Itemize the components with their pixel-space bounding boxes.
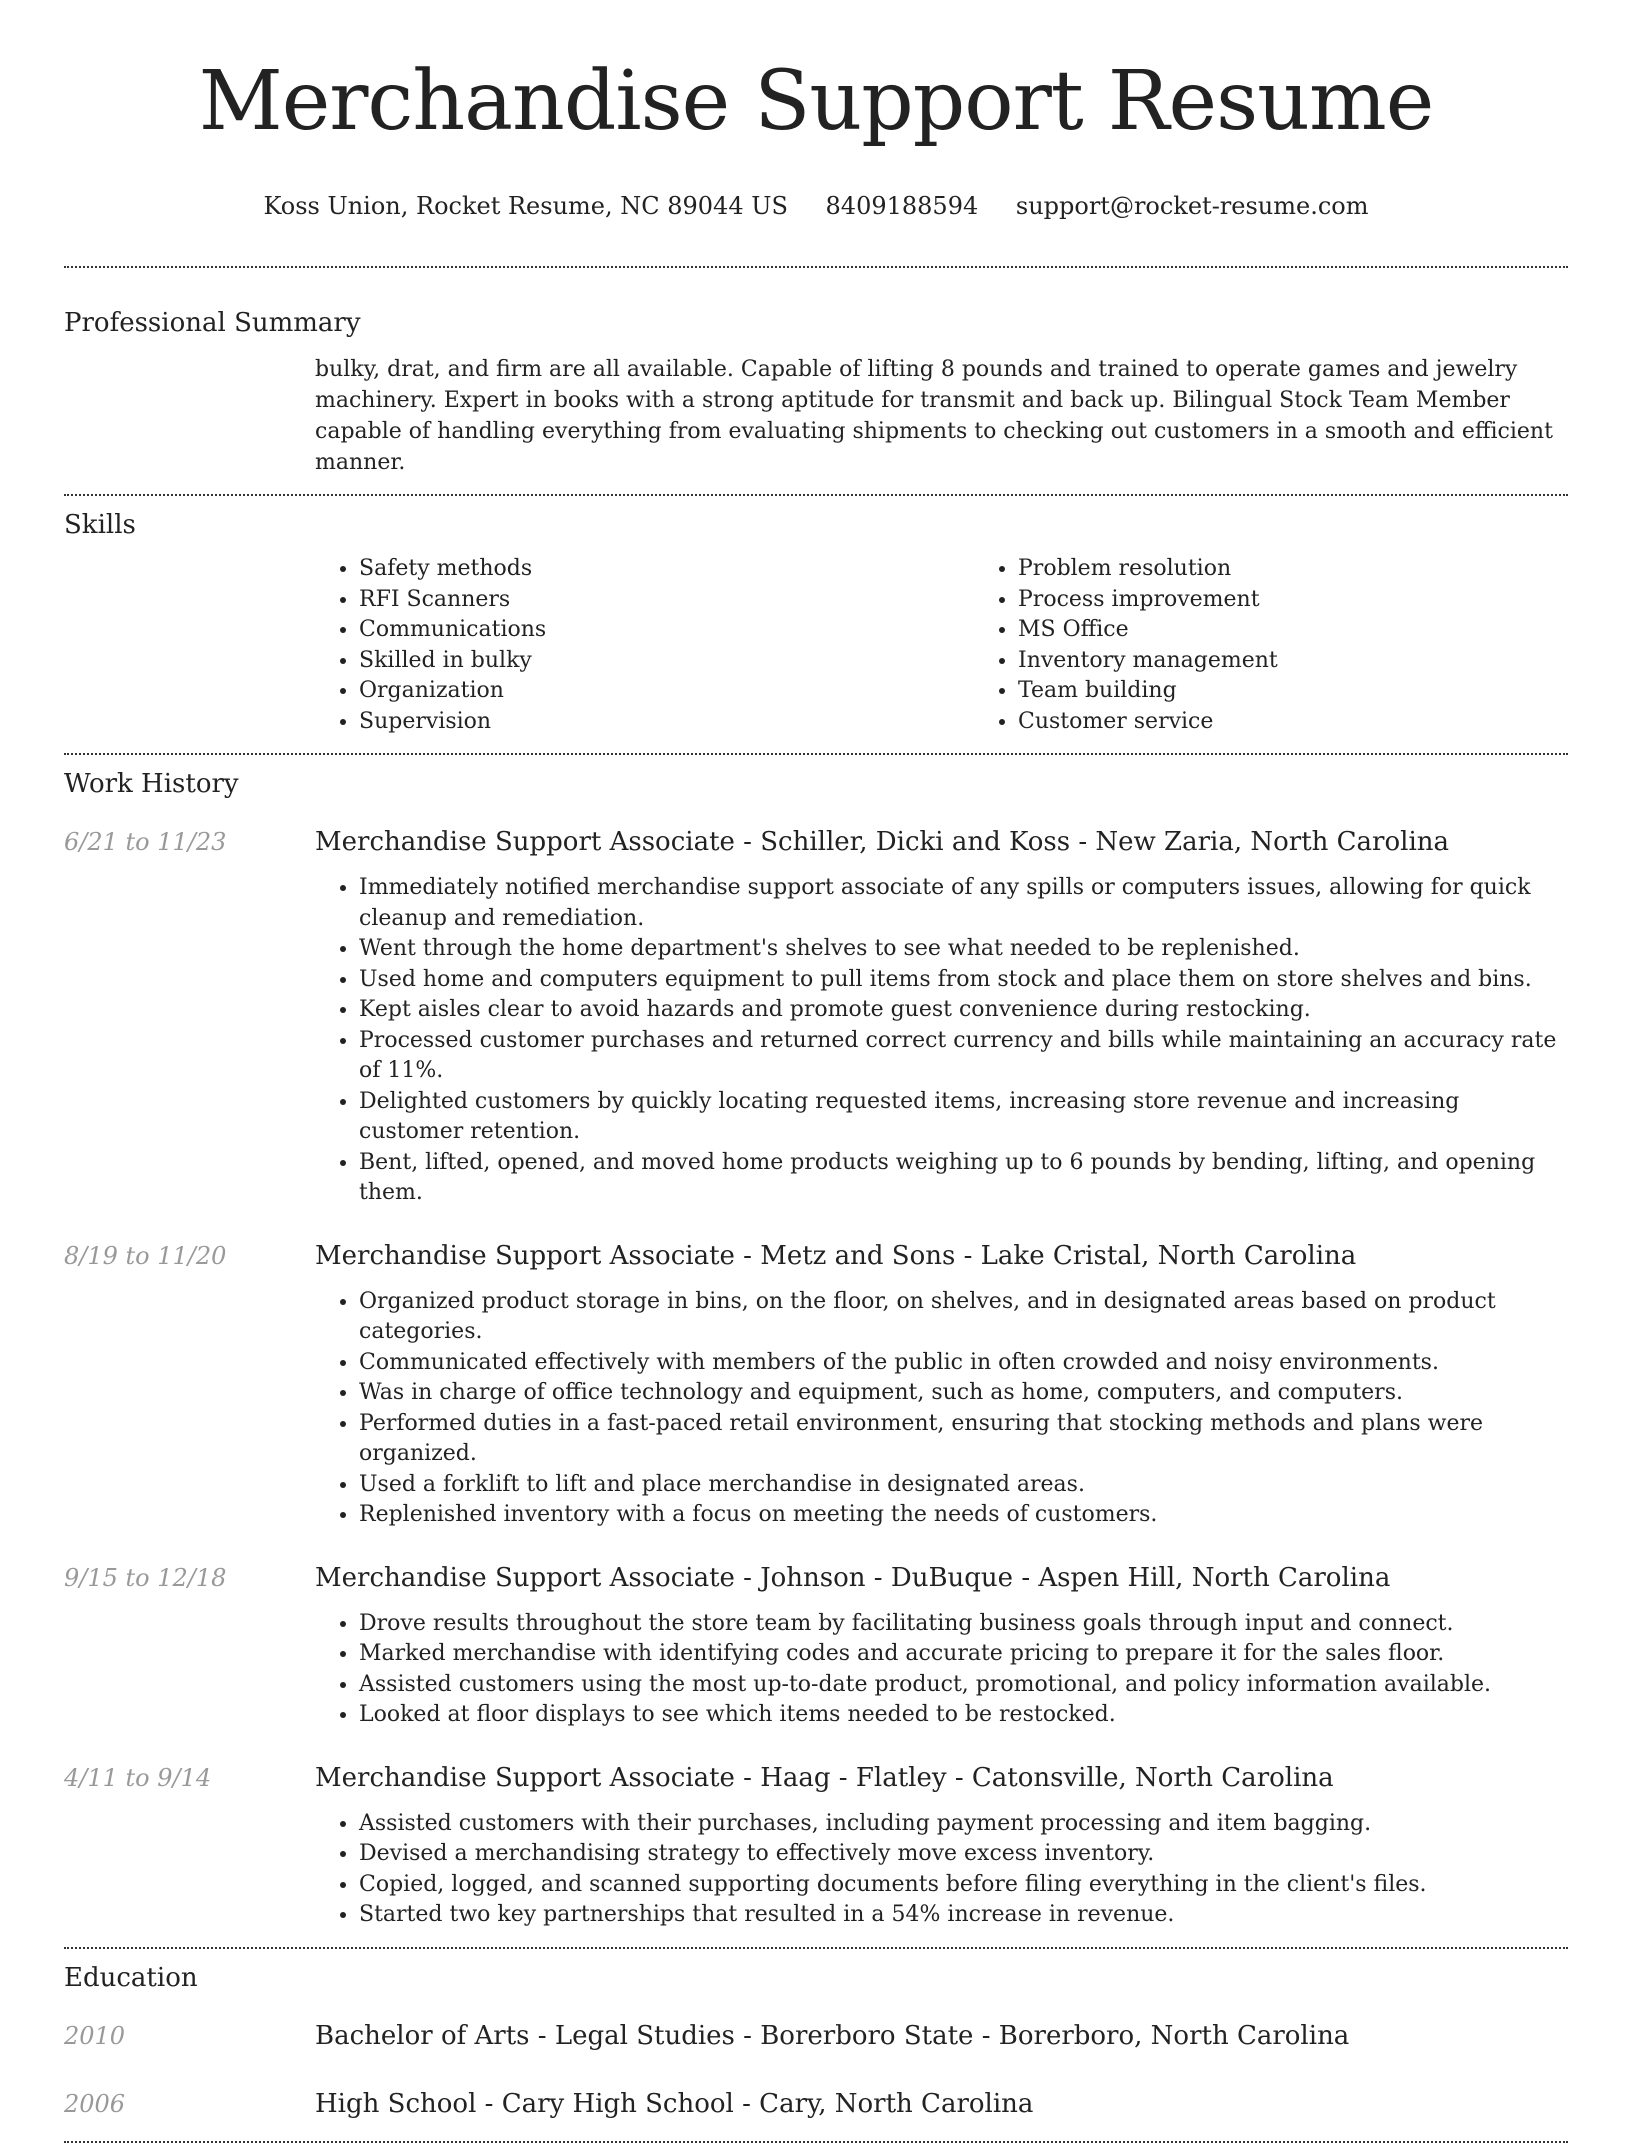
job-bullet: • Immediately notified merchandise support associate of any spills or computers issues, allowing for quick cleanup and remediation. <box>359 873 1568 934</box>
job-dates: 8/19 to 11/20 <box>64 1241 227 1270</box>
skill-item: • Skilled in bulky <box>359 646 974 677</box>
skill-item: • RFI Scanners <box>359 585 974 616</box>
divider <box>64 1947 1568 1949</box>
job-bullet: • Copied, logged, and scanned supporting documents before filing everything in the client's files. <box>359 1870 1568 1901</box>
job-bullet: • Organized product storage in bins, on the floor, on shelves, and in designated areas based on product categories. <box>359 1287 1568 1348</box>
job-bullet: • Looked at floor displays to see which items needed to be restocked. <box>359 1700 1568 1731</box>
skill-item: • Problem resolution <box>1018 554 1632 585</box>
job-bullet: • Used a forklift to lift and place merchandise in designated areas. <box>359 1470 1568 1501</box>
job-bullet: • Replenished inventory with a focus on meeting the needs of customers. <box>359 1500 1568 1531</box>
job-bullet: • Drove results throughout the store team by facilitating business goals through input and connect. <box>359 1609 1568 1640</box>
job-bullets <box>315 1287 1568 1531</box>
job-bullet: • Was in charge of office technology and equipment, such as home, computers, and computers. <box>359 1378 1568 1409</box>
job-bullet: • Performed duties in a fast-paced retail environment, ensuring that stocking methods and plans were organized. <box>359 1409 1568 1470</box>
skill-item: • Supervision <box>359 707 974 738</box>
skills-list-left <box>315 554 974 737</box>
job-title: Merchandise Support Associate - Haag - Flatley - Catonsville, North Carolina <box>315 1762 1334 1793</box>
education-title: High School - Cary High School - Cary, North Carolina <box>315 2088 1034 2119</box>
skill-item: • Team building <box>1018 676 1632 707</box>
education-entry <box>64 2019 1568 2053</box>
job-entry <box>64 1561 1568 1731</box>
skill-item: • Organization <box>359 676 974 707</box>
divider <box>64 494 1568 496</box>
job-dates: 4/11 to 9/14 <box>64 1763 212 1792</box>
education-year: 2010 <box>64 2021 126 2050</box>
job-title: Merchandise Support Associate - Metz and Sons - Lake Cristal, North Carolina <box>315 1240 1357 1271</box>
job-bullet: • Processed customer purchases and returned correct currency and bills while maintaining an accuracy rate of 11%. <box>359 1026 1568 1087</box>
contact-line <box>0 190 1632 222</box>
job-bullet: • Delighted customers by quickly locating requested items, increasing store revenue and increasing customer retention. <box>359 1087 1568 1148</box>
section-title-education: Education <box>64 1962 198 1993</box>
job-entry <box>64 1761 1568 1931</box>
section-title-work: Work History <box>64 769 239 799</box>
section-title-summary: Professional Summary <box>64 308 361 338</box>
skills-list-right <box>974 554 1632 737</box>
address: Koss Union, Rocket Resume, NC 89044 US <box>263 192 788 220</box>
job-bullets <box>315 873 1568 1209</box>
education-entry <box>64 2087 1568 2121</box>
resume-title: Merchandise Support Resume <box>198 54 1434 149</box>
job-dates: 9/15 to 12/18 <box>64 1563 227 1592</box>
job-title: Merchandise Support Associate - Schiller, Dicki and Koss - New Zaria, North Carolina <box>315 827 1450 857</box>
job-bullet: • Used home and computers equipment to pull items from stock and place them on store shelves and bins. <box>359 965 1568 996</box>
divider <box>64 266 1568 268</box>
job-bullet: • Bent, lifted, opened, and moved home products weighing up to 6 pounds by bending, lifting, and opening them. <box>359 1148 1568 1209</box>
job-bullet: • Devised a merchandising strategy to effectively move excess inventory. <box>359 1839 1568 1870</box>
summary-row <box>64 354 1568 478</box>
section-title-skills: Skills <box>64 510 136 540</box>
divider <box>64 2141 1568 2143</box>
job-dates: 6/21 to 11/23 <box>64 828 227 856</box>
job-bullet: • Communicated effectively with members of the public in often crowded and noisy environments. <box>359 1348 1568 1379</box>
job-entry <box>64 825 1568 1209</box>
education-title: Bachelor of Arts - Legal Studies - Borerboro State - Borerboro, North Carolina <box>315 2020 1350 2051</box>
job-bullets <box>315 1609 1568 1731</box>
job-bullet: • Kept aisles clear to avoid hazards and promote guest convenience during restocking. <box>359 995 1568 1026</box>
email: support@rocket-resume.com <box>1015 192 1369 220</box>
skill-item: • MS Office <box>1018 615 1632 646</box>
skill-item: • Customer service <box>1018 707 1632 738</box>
job-entry <box>64 1239 1568 1531</box>
job-bullet: • Went through the home department's shelves to see what needed to be replenished. <box>359 934 1568 965</box>
job-bullet: • Marked merchandise with identifying codes and accurate pricing to prepare it for the sales floor. <box>359 1639 1568 1670</box>
skills-row <box>64 554 1568 737</box>
phone: 8409188594 <box>825 192 979 220</box>
skill-item: • Safety methods <box>359 554 974 585</box>
divider <box>64 753 1568 755</box>
summary-text: bulky, drat, and firm are all available. Capable of lifting 8 pounds and trained to operate games and jewelry machinery. Expert in books with a strong aptitude for transmit and back up. Bilingual Stock Team Member capable of handling everything from evaluating shipments to checking out customers in a smooth and efficient manner. <box>315 357 1553 475</box>
education-year: 2006 <box>64 2089 126 2118</box>
job-title: Merchandise Support Associate - Johnson - DuBuque - Aspen Hill, North Carolina <box>315 1562 1391 1593</box>
job-bullet: • Started two key partnerships that resulted in a 54% increase in revenue. <box>359 1900 1568 1931</box>
skill-item: • Process improvement <box>1018 585 1632 616</box>
job-bullet: • Assisted customers using the most up-to-date product, promotional, and policy information available. <box>359 1670 1568 1701</box>
skill-item: • Communications <box>359 615 974 646</box>
skill-item: • Inventory management <box>1018 646 1632 677</box>
job-bullets <box>315 1809 1568 1931</box>
job-bullet: • Assisted customers with their purchases, including payment processing and item bagging. <box>359 1809 1568 1840</box>
